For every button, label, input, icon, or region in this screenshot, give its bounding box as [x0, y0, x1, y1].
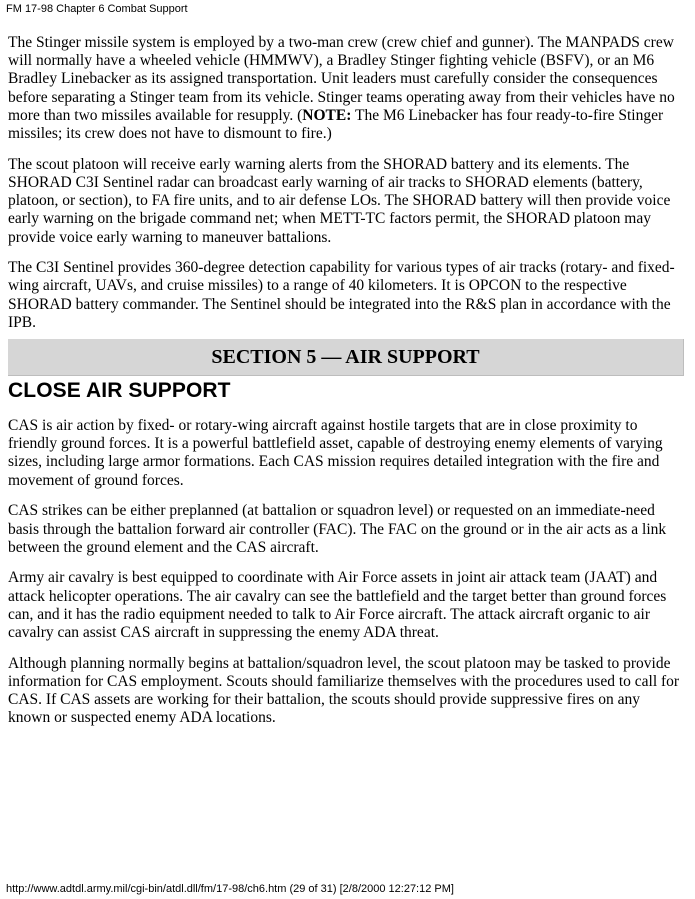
- paragraph-text: The M6 Linebacker has four ready-to-fire Stinger missiles; its crew does not have to dismount to fire.): [8, 106, 664, 143]
- paragraph-text: The Stinger missile system is employed by a two-man crew (crew chief and gunner). The MANPADS crew will normally have a wheeled vehicle (HMMWV), a Bradley Stinger fighting vehicle (BSFV), or an M6 Bradley Linebacker as its assigned transportation. Unit leaders must carefully consider the consequences before separating a Stinger team from its vehicle. Stinger teams operating away from their vehicles have no more than two missiles available for resupply. (: [8, 34, 675, 124]
- page-footer-url: http://www.adtdl.army.mil/cgi-bin/atdl.dll/fm/17-98/ch6.htm (29 of 31) [2/8/2000 12:27:12 PM]: [6, 883, 454, 895]
- section-title: SECTION 5 — AIR SUPPORT: [8, 339, 684, 376]
- paragraph-air-cavalry: Army air cavalry is best equipped to coordinate with Air Force assets in joint air attack team (JAAT) and attack helicopter operations. The air cavalry can see the battlefield and the target better than ground forces can, and it has the radio equipment needed to talk to Air Force aircraft. The attack aircraft organic to air cavalry can assist CAS aircraft in suppressing the enemy ADA threat.: [8, 569, 667, 642]
- paragraph-stinger: [8, 34, 684, 143]
- subsection-heading: CLOSE AIR SUPPORT: [8, 379, 231, 403]
- page-header: FM 17-98 Chapter 6 Combat Support: [6, 3, 188, 15]
- document-body: [8, 34, 684, 740]
- paragraph-planning: Although planning normally begins at battalion/squadron level, the scout platoon may be tasked to provide information for CAS employment. Scouts should familiarize themselves with the procedures used to call for CAS. If CAS assets are working for their battalion, the scouts should provide suppressive fires on any known or suspected enemy ADA locations.: [8, 654, 680, 727]
- paragraph-sentinel: The C3I Sentinel provides 360-degree detection capability for various types of air tracks (rotary- and fixed-wing aircraft, UAVs, and cruise missiles) to a range of 40 kilometers. It is OPCON to the respective SHORAD battery commander. The Sentinel should be integrated into the R&S plan in accordance with the IPB.: [8, 259, 675, 331]
- paragraph-cas-strikes: CAS strikes can be either preplanned (at battalion or squadron level) or requested on an immediate-need basis through the battalion forward air controller (FAC). The FAC on the ground or in the air acts as a link between the ground element and the CAS aircraft.: [8, 502, 667, 556]
- note-label: NOTE:: [302, 106, 352, 124]
- paragraph-early-warning: The scout platoon will receive early warning alerts from the SHORAD battery and its elements. The SHORAD C3I Sentinel radar can broadcast early warning of air tracks to SHORAD elements (battery, platoon, or section), to FA fire units, and to air defense LOs. The SHORAD battery will then provide voice early warning on the brigade command net; when METT-TC factors permit, the SHORAD platoon may provide voice early warning to maneuver battalions.: [8, 155, 671, 246]
- paragraph-cas-definition: CAS is air action by fixed- or rotary-wing aircraft against hostile targets that are in close proximity to friendly ground forces. It is a powerful battlefield asset, capable of destroying enemy elements of varying sizes, including large armor formations. Each CAS mission requires detailed integration with the fire and movement of ground forces.: [8, 417, 663, 489]
